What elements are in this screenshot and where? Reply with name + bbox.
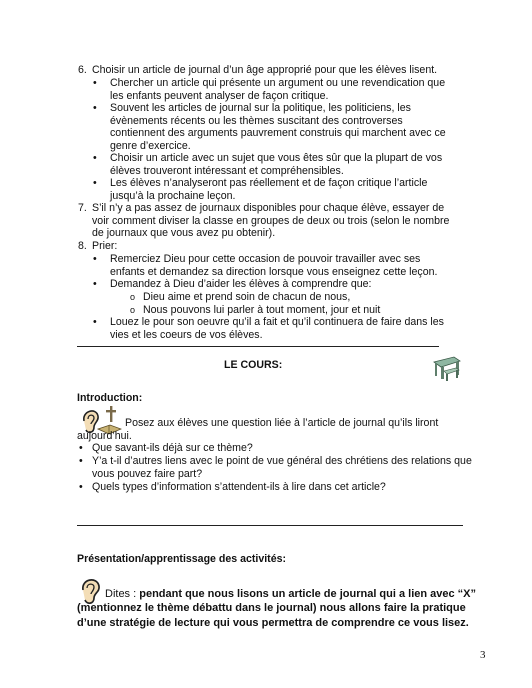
step-text: Choisir un article de journal d’un âge approprié pour que les élèves lisent. xyxy=(92,64,438,76)
divider xyxy=(77,525,463,526)
bullet-dot: • xyxy=(79,481,83,493)
sub-list-item: Nous pouvons lui parler à tout moment, jour et nuit xyxy=(143,304,381,316)
bullet-dot: • xyxy=(93,316,97,328)
bullet-dot: • xyxy=(79,455,83,467)
list-item: Les élèves n’analyseront pas réellement et de façon critique l’article jusqu’à la prochaine leçon. xyxy=(110,177,428,202)
step-number: 7. xyxy=(78,202,87,214)
list-item: Que savant-ils déjà sur ce thème? xyxy=(92,442,253,454)
bullet-dot: • xyxy=(93,278,97,290)
step-number: 8. xyxy=(78,240,87,252)
dites-text: pendant que nous lisons un article de journal qui a lien avec “X” (mentionnez le thème débattu dans le journal) nous allons faire la pratique d’une stratégie de lecture qui vous permettra de comprendre ce vous lisez. xyxy=(77,588,477,629)
step-number: 6. xyxy=(78,64,87,76)
section-title: LE COURS: xyxy=(224,359,283,371)
sub-bullet-marker: o xyxy=(130,292,136,302)
list-item: Souvent les articles de journal sur la politique, les politiciens, les évènements récents ou les thèmes suscitant des controverses contiennent des arguments pauvrement construis qui marchent avec ce genre d’exercice. xyxy=(110,102,446,152)
bullet-dot: • xyxy=(93,102,97,114)
introduction-lead: Posez aux élèves une question liée à l’article de journal qu’ils liront aujourd’hui. xyxy=(77,417,439,442)
dites-label: Dites : xyxy=(105,588,140,600)
bullet-dot: • xyxy=(79,442,83,454)
list-item: Chercher un article qui présente un argument ou une revendication que les enfants peuvent analyser de façon critique. xyxy=(110,77,446,102)
list-item: Quels types d’information s’attendent-ils à lire dans cet article? xyxy=(92,481,386,493)
sub-list-item: Dieu aime et prend soin de chacun de nous, xyxy=(143,291,351,303)
step-text: Prier: xyxy=(92,240,118,252)
page-number: 3 xyxy=(480,649,486,661)
bullet-dot: • xyxy=(93,177,97,189)
presentation-dites xyxy=(77,587,477,630)
list-item: Demandez à Dieu d’aider les élèves à comprendre que: xyxy=(110,278,372,290)
sub-bullet-marker: o xyxy=(130,305,136,315)
list-item: Louez le pour son oeuvre qu’il a fait et qu’il continuera de faire dans les vies et les coeurs de vos élèves. xyxy=(110,316,444,341)
list-item: Y’a t-il d’autres liens avec le point de vue général des chrétiens des relations que vous pouvez faire part? xyxy=(92,455,472,480)
divider xyxy=(77,346,439,347)
introduction-heading: Introduction: xyxy=(77,392,143,404)
bullet-dot: • xyxy=(93,253,97,265)
step-text: S’il n’y a pas assez de journaux disponibles pour chaque élève, essayer de voir comment diviser la classe en groupes de deux ou trois (selon le nombre de journaux que vous avez pu obtenir). xyxy=(92,202,450,240)
list-item: Choisir un article avec un sujet que vous êtes sûr que la plupart de vos élèves trouveront intéressant et compréhensibles. xyxy=(110,152,443,177)
school-desk-icon xyxy=(432,354,462,382)
list-item: Remerciez Dieu pour cette occasion de pouvoir travailler avec ses enfants et demandez sa direction lorsque vous enseignez cette leçon. xyxy=(110,253,438,278)
bullet-dot: • xyxy=(93,77,97,89)
bullet-dot: • xyxy=(93,152,97,164)
presentation-heading: Présentation/apprentissage des activités: xyxy=(77,553,287,565)
